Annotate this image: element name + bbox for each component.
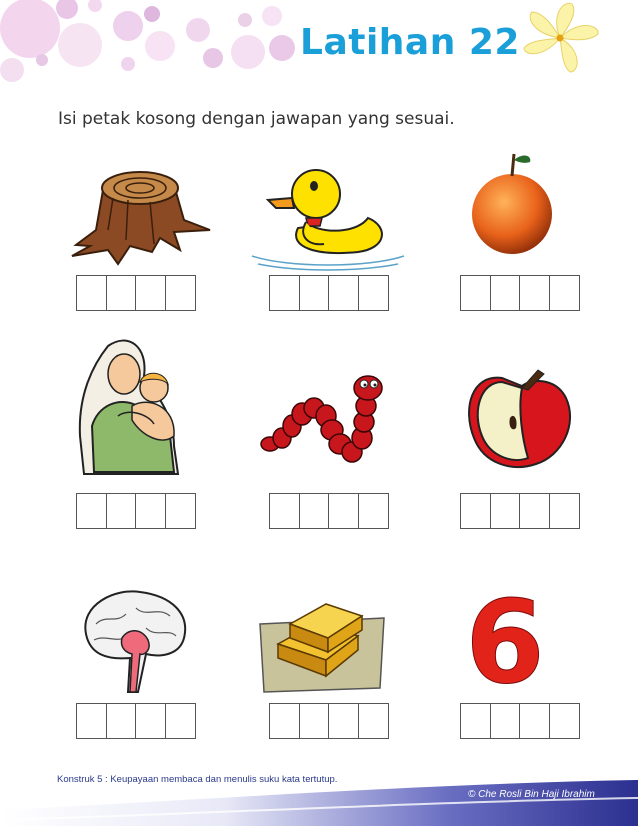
answer-cell[interactable]: [270, 276, 300, 310]
answer-cell[interactable]: [270, 704, 300, 738]
answer-cell[interactable]: [491, 494, 521, 528]
answer-cell[interactable]: [359, 276, 388, 310]
tree-stump-icon: [68, 160, 216, 268]
answer-boxes-1: [76, 275, 196, 311]
answer-cell[interactable]: [77, 494, 107, 528]
answer-cell[interactable]: [107, 704, 137, 738]
answer-boxes-2: [269, 275, 389, 311]
answer-boxes-3: [460, 275, 580, 311]
answer-cell[interactable]: [107, 276, 137, 310]
page-title: Latihan 22: [300, 22, 520, 63]
brain-icon: [76, 584, 192, 694]
answer-cell[interactable]: [359, 704, 388, 738]
answer-cell[interactable]: [550, 704, 579, 738]
answer-cell[interactable]: [166, 704, 195, 738]
apple-half-icon: [462, 368, 580, 476]
answer-cell[interactable]: [461, 494, 491, 528]
answer-cell[interactable]: [461, 276, 491, 310]
answer-cell[interactable]: [461, 704, 491, 738]
answer-cell[interactable]: [520, 276, 550, 310]
footer-band: [0, 780, 638, 826]
answer-boxes-8: [269, 703, 389, 739]
answer-cell[interactable]: [300, 276, 330, 310]
number-six-icon: [462, 594, 548, 688]
answer-cell[interactable]: [136, 704, 166, 738]
answer-cell[interactable]: [77, 276, 107, 310]
answer-boxes-4: [76, 493, 196, 529]
answer-boxes-9: [460, 703, 580, 739]
answer-cell[interactable]: [77, 704, 107, 738]
answer-boxes-5: [269, 493, 389, 529]
answer-cell[interactable]: [520, 704, 550, 738]
answer-cell[interactable]: [136, 494, 166, 528]
answer-cell[interactable]: [270, 494, 300, 528]
answer-cell[interactable]: [550, 276, 579, 310]
answer-cell[interactable]: [491, 276, 521, 310]
worm-icon: [256, 372, 392, 472]
answer-cell[interactable]: [329, 704, 359, 738]
answer-boxes-7: [76, 703, 196, 739]
answer-cell[interactable]: [166, 276, 195, 310]
answer-cell[interactable]: [107, 494, 137, 528]
duck-icon: [248, 156, 408, 274]
answer-cell[interactable]: [329, 494, 359, 528]
answer-cell[interactable]: [300, 494, 330, 528]
answer-cell[interactable]: [359, 494, 388, 528]
answer-cell[interactable]: [520, 494, 550, 528]
orange-icon: [468, 148, 556, 258]
answer-cell[interactable]: [491, 704, 521, 738]
answer-boxes-6: [460, 493, 580, 529]
footer-note: Konstruk 5 : Keupayaan membaca dan menulis suku kata tertutup.: [57, 774, 338, 785]
copyright-text: © Che Rosli Bin Haji Ibrahim: [468, 789, 595, 800]
flower-icon: [524, 3, 598, 72]
answer-cell[interactable]: [550, 494, 579, 528]
mother-child-icon: [78, 336, 188, 476]
answer-cell[interactable]: [166, 494, 195, 528]
answer-cell[interactable]: [329, 276, 359, 310]
answer-cell[interactable]: [300, 704, 330, 738]
instruction-text: Isi petak kosong dengan jawapan yang sesuai.: [58, 109, 455, 129]
gold-bars-icon: [256, 584, 390, 694]
answer-cell[interactable]: [136, 276, 166, 310]
number-six-label: 6: [465, 594, 545, 688]
